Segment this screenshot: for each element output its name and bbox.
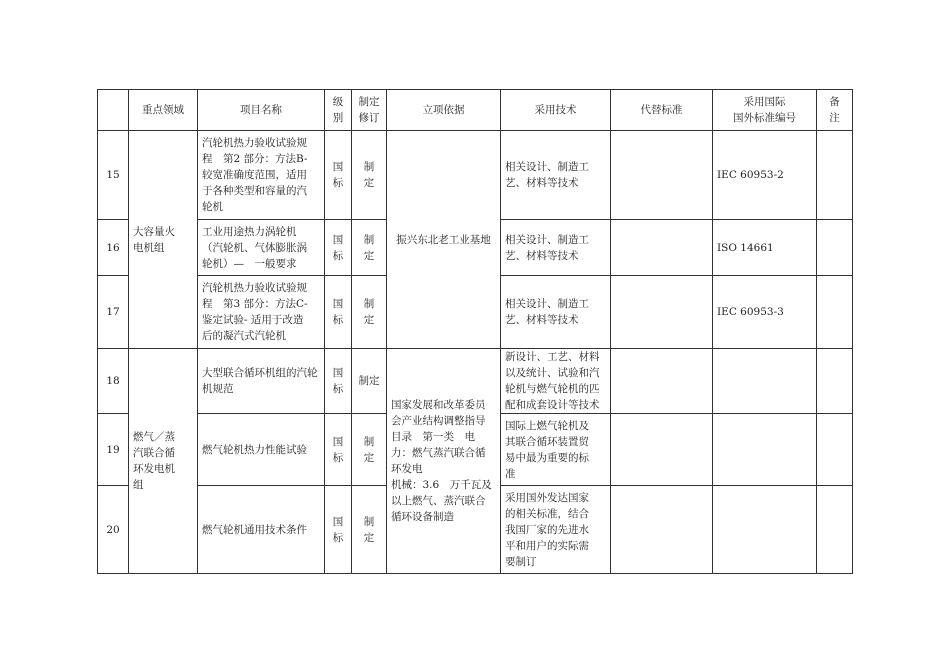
tech-cell: 相关设计、制造工 艺、材料等技术 bbox=[501, 131, 611, 220]
replace-cell bbox=[611, 486, 713, 574]
revise-cell: 制 定 bbox=[352, 486, 387, 574]
row-number: 15 bbox=[98, 131, 129, 220]
basis-cell: 振兴东北老工业基地 bbox=[387, 131, 501, 349]
col-header-basis: 立项依据 bbox=[387, 90, 501, 131]
remark-cell bbox=[817, 486, 853, 574]
revise-cell: 制 定 bbox=[352, 220, 387, 276]
project-name: 大型联合循环机组的汽轮 机规范 bbox=[198, 349, 325, 414]
project-name: 汽轮机热力验收试验规 程 第2 部分：方法B- 较宽准确度范围，适用 于各种类型和容量的汽 轮机 bbox=[198, 131, 325, 220]
replace-cell bbox=[611, 349, 713, 414]
level-cell: 国 标 bbox=[325, 349, 352, 414]
col-header-replace: 代替标准 bbox=[611, 90, 713, 131]
remark-cell bbox=[817, 131, 853, 220]
table-row bbox=[98, 131, 853, 220]
col-header-name: 项目名称 bbox=[198, 90, 325, 131]
col-header-number bbox=[98, 90, 129, 131]
project-name: 工业用途热力涡轮机 （汽轮机、气体膨胀涡 轮机）— 一般要求 bbox=[198, 220, 325, 276]
remark-cell bbox=[817, 276, 853, 349]
tech-cell: 相关设计、制造工 艺、材料等技术 bbox=[501, 220, 611, 276]
col-header-domain: 重点领域 bbox=[129, 90, 198, 131]
intl-standard-cell bbox=[713, 414, 817, 486]
basis-cell: 国家发展和改革委员 会产业结构调整指导 目录 第一类 电 力：燃气蒸汽联合循 环发电 机械：3.6 万千瓦及 以上燃气、蒸汽联合 循环设备制造 bbox=[387, 349, 501, 574]
replace-cell bbox=[611, 276, 713, 349]
level-cell: 国 标 bbox=[325, 414, 352, 486]
remark-cell bbox=[817, 220, 853, 276]
revise-cell: 制定 bbox=[352, 349, 387, 414]
row-number: 18 bbox=[98, 349, 129, 414]
intl-standard-cell bbox=[713, 349, 817, 414]
tech-cell: 采用国外发达国家 的相关标准，结合 我国厂家的先进水 平和用户的实际需 要制订 bbox=[501, 486, 611, 574]
tech-cell: 国际上燃气轮机及 其联合循环装置贸 易中最为重要的标 准 bbox=[501, 414, 611, 486]
replace-cell bbox=[611, 131, 713, 220]
level-cell: 国 标 bbox=[325, 131, 352, 220]
tech-cell: 新设计、工艺、材料 以及统计、试验和汽 轮机与燃气轮机的匹 配和成套设计等技术 bbox=[501, 349, 611, 414]
remark-cell bbox=[817, 349, 853, 414]
project-name: 燃气轮机通用技术条件 bbox=[198, 486, 325, 574]
col-header-tech: 采用技术 bbox=[501, 90, 611, 131]
intl-standard-cell: IEC 60953-2 bbox=[713, 131, 817, 220]
intl-standard-cell: IEC 60953-3 bbox=[713, 276, 817, 349]
row-number: 16 bbox=[98, 220, 129, 276]
revise-cell: 制 定 bbox=[352, 131, 387, 220]
revise-cell: 制 定 bbox=[352, 414, 387, 486]
tech-cell: 相关设计、制造工 艺、材料等技术 bbox=[501, 276, 611, 349]
col-header-revise: 制定 修订 bbox=[352, 90, 387, 131]
standards-table bbox=[97, 89, 853, 574]
domain-cell: 燃气／蒸 汽联合循 环发电机 组 bbox=[129, 349, 198, 574]
row-number: 20 bbox=[98, 486, 129, 574]
level-cell: 国 标 bbox=[325, 220, 352, 276]
revise-cell: 制 定 bbox=[352, 276, 387, 349]
col-header-level: 级 别 bbox=[325, 90, 352, 131]
project-name: 燃气轮机热力性能试验 bbox=[198, 414, 325, 486]
level-cell: 国 标 bbox=[325, 276, 352, 349]
project-name: 汽轮机热力验收试验规 程 第3 部分：方法C- 鉴定试验- 适用于改造 后的凝汽式汽轮机 bbox=[198, 276, 325, 349]
replace-cell bbox=[611, 220, 713, 276]
replace-cell bbox=[611, 414, 713, 486]
table-row bbox=[98, 349, 853, 414]
row-number: 17 bbox=[98, 276, 129, 349]
level-cell: 国 标 bbox=[325, 486, 352, 574]
intl-standard-cell bbox=[713, 486, 817, 574]
row-number: 19 bbox=[98, 414, 129, 486]
col-header-remark: 备 注 bbox=[817, 90, 853, 131]
intl-standard-cell: ISO 14661 bbox=[713, 220, 817, 276]
header-row bbox=[98, 90, 853, 131]
domain-cell: 大容量火 电机组 bbox=[129, 131, 198, 349]
remark-cell bbox=[817, 414, 853, 486]
col-header-intl: 采用国际 国外标准编号 bbox=[713, 90, 817, 131]
